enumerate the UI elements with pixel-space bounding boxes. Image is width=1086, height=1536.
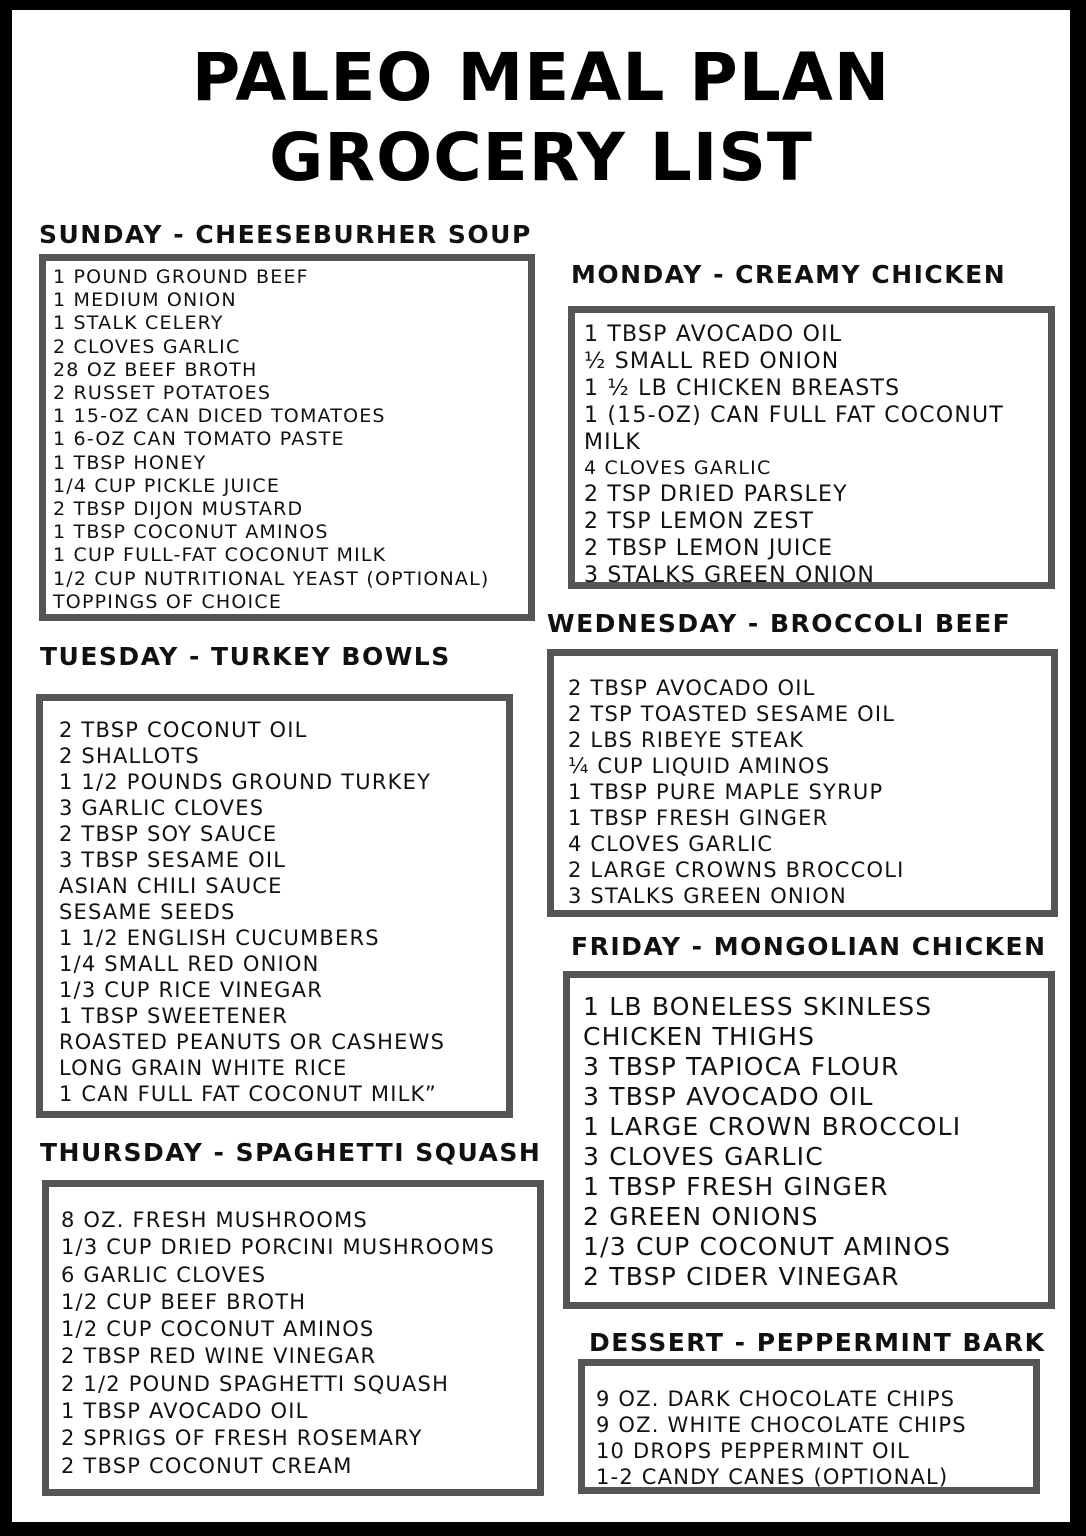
thursday-ingredient-list bbox=[61, 1207, 537, 1480]
thursday-heading: THURSDAY - SPAGHETTI SQUASH bbox=[40, 1138, 542, 1167]
ingredient-item: 1/3 CUP DRIED PORCINI MUSHROOMS bbox=[61, 1235, 495, 1260]
ingredient-item: 4 CLOVES GARLIC bbox=[568, 832, 774, 856]
ingredient-item: 1/2 CUP NUTRITIONAL YEAST (OPTIONAL) bbox=[53, 567, 490, 590]
ingredient-item: 1 TBSP AVOCADO OIL bbox=[584, 322, 843, 347]
ingredient-item: 1/2 CUP COCONUT AMINOS bbox=[61, 1317, 375, 1342]
ingredient-item: 2 SHALLOTS bbox=[59, 744, 200, 768]
ingredient-item: 6 GARLIC CLOVES bbox=[61, 1262, 267, 1287]
ingredient-item: 1 LARGE CROWN BROCCOLI bbox=[583, 1112, 962, 1141]
ingredient-item: 3 GARLIC CLOVES bbox=[59, 796, 265, 820]
ingredient-item: SESAME SEEDS bbox=[59, 900, 236, 924]
ingredient-item: 1/4 CUP PICKLE JUICE bbox=[53, 474, 281, 497]
ingredient-item: 1 TBSP HONEY bbox=[53, 451, 207, 474]
ingredient-item: 1 TBSP COCONUT AMINOS bbox=[53, 521, 329, 544]
sunday-ingredient-box bbox=[39, 254, 535, 621]
ingredient-item: 9 OZ. DARK CHOCOLATE CHIPS bbox=[596, 1387, 956, 1411]
ingredient-item: 1 POUND GROUND BEEF bbox=[53, 266, 309, 288]
ingredient-item: 2 TBSP COCONUT OIL bbox=[59, 718, 308, 742]
ingredient-item: 2 RUSSET POTATOES bbox=[53, 382, 272, 405]
ingredient-item: 1 TBSP FRESH GINGER bbox=[568, 806, 829, 830]
ingredient-item: 1 LB BONELESS SKINLESS CHICKEN THIGHS bbox=[583, 992, 933, 1051]
ingredient-item: 2 TBSP DIJON MUSTARD bbox=[53, 498, 304, 521]
sunday-ingredient-list bbox=[53, 266, 528, 614]
ingredient-item: 1 TBSP PURE MAPLE SYRUP bbox=[568, 780, 884, 804]
ingredient-item: 2 TBSP RED WINE VINEGAR bbox=[61, 1344, 377, 1369]
ingredient-item: 1/3 CUP RICE VINEGAR bbox=[59, 978, 324, 1002]
ingredient-item: 1-2 CANDY CANES (OPTIONAL) bbox=[596, 1465, 949, 1489]
dessert-ingredient-list bbox=[596, 1386, 1033, 1490]
ingredient-item: 2 TSP LEMON ZEST bbox=[584, 509, 815, 534]
ingredient-item: 1 TBSP AVOCADO OIL bbox=[61, 1399, 309, 1424]
friday-ingredient-list bbox=[583, 992, 1048, 1292]
tuesday-heading: TUESDAY - TURKEY BOWLS bbox=[40, 642, 451, 671]
ingredient-item: 2 TBSP AVOCADO OIL bbox=[568, 676, 816, 700]
title-line-2: GROCERY LIST bbox=[269, 119, 813, 196]
ingredient-item: 1 1/2 ENGLISH CUCUMBERS bbox=[59, 926, 380, 950]
friday-heading: FRIDAY - MONGOLIAN CHICKEN bbox=[571, 932, 1047, 961]
ingredient-item: 2 TBSP CIDER VINEGAR bbox=[583, 1262, 900, 1291]
sunday-heading: SUNDAY - CHEESEBURHER SOUP bbox=[39, 220, 532, 249]
ingredient-item: 2 LBS RIBEYE STEAK bbox=[568, 728, 805, 752]
ingredient-item: TOPPINGS OF CHOICE bbox=[53, 590, 283, 613]
ingredient-item: 1 TBSP FRESH GINGER bbox=[583, 1172, 889, 1201]
ingredient-item: 1/4 SMALL RED ONION bbox=[59, 952, 320, 976]
ingredient-item: 1 TBSP SWEETENER bbox=[59, 1004, 289, 1028]
ingredient-item: 8 OZ. FRESH MUSHROOMS bbox=[61, 1208, 368, 1232]
ingredient-item: 1 1/2 POUNDS GROUND TURKEY bbox=[59, 770, 432, 794]
wednesday-ingredient-list bbox=[568, 675, 1051, 909]
ingredient-item: ½ SMALL RED ONION bbox=[584, 349, 840, 374]
dessert-heading: DESSERT - PEPPERMINT BARK bbox=[589, 1328, 1046, 1357]
ingredient-item: 1 (15-OZ) CAN FULL FAT COCONUT MILK bbox=[584, 403, 1004, 455]
ingredient-item: 1 ½ LB CHICKEN BREASTS bbox=[584, 376, 901, 401]
ingredient-item: 1 CUP FULL-FAT COCONUT MILK bbox=[53, 544, 387, 567]
ingredient-item: 1 15-OZ CAN DICED TOMATOES bbox=[53, 405, 386, 428]
tuesday-ingredient-box bbox=[36, 694, 513, 1118]
ingredient-item: 2 TBSP LEMON JUICE bbox=[584, 536, 834, 561]
ingredient-item: 2 1/2 POUND SPAGHETTI SQUASH bbox=[61, 1371, 450, 1396]
ingredient-item: ROASTED PEANUTS OR CASHEWS bbox=[59, 1030, 446, 1054]
ingredient-item: 4 CLOVES GARLIC bbox=[584, 457, 772, 479]
ingredient-item: LONG GRAIN WHITE RICE bbox=[59, 1056, 348, 1080]
ingredient-item: 28 OZ BEEF BROTH bbox=[53, 358, 258, 381]
ingredient-item: ¼ CUP LIQUID AMINOS bbox=[568, 754, 831, 778]
ingredient-item: 3 CLOVES GARLIC bbox=[583, 1142, 824, 1171]
ingredient-item: 3 STALKS GREEN ONION bbox=[568, 884, 847, 908]
ingredient-item: 2 SPRIGS OF FRESH ROSEMARY bbox=[61, 1426, 423, 1451]
ingredient-item: 3 STALKS GREEN ONION bbox=[584, 563, 875, 588]
tuesday-ingredient-list bbox=[59, 717, 506, 1107]
wednesday-heading: WEDNESDAY - BROCCOLI BEEF bbox=[547, 609, 1012, 638]
monday-ingredient-list bbox=[584, 321, 1042, 589]
friday-ingredient-box bbox=[563, 971, 1055, 1309]
ingredient-item: 1 6-OZ CAN TOMATO PASTE bbox=[53, 428, 345, 451]
ingredient-item: 3 TBSP TAPIOCA FLOUR bbox=[583, 1052, 900, 1081]
monday-heading: MONDAY - CREAMY CHICKEN bbox=[571, 260, 1007, 289]
ingredient-item: 2 TBSP COCONUT CREAM bbox=[61, 1453, 353, 1478]
ingredient-item: 2 TSP TOASTED SESAME OIL bbox=[568, 702, 896, 726]
ingredient-item: 2 TSP DRIED PARSLEY bbox=[584, 482, 848, 507]
ingredient-item: 1 CAN FULL FAT COCONUT MILK” bbox=[59, 1082, 437, 1106]
ingredient-item: 2 TBSP SOY SAUCE bbox=[59, 822, 278, 846]
ingredient-item: 1/3 CUP COCONUT AMINOS bbox=[583, 1232, 952, 1261]
ingredient-item: 1/2 CUP BEEF BROTH bbox=[61, 1289, 307, 1314]
ingredient-item: 9 OZ. WHITE CHOCOLATE CHIPS bbox=[596, 1413, 967, 1437]
ingredient-item: 1 MEDIUM ONION bbox=[53, 289, 237, 312]
monday-ingredient-box bbox=[568, 306, 1055, 589]
ingredient-item: 2 LARGE CROWNS BROCCOLI bbox=[568, 858, 905, 882]
dessert-ingredient-box bbox=[578, 1359, 1040, 1494]
title-line-1: PALEO MEAL PLAN bbox=[191, 39, 891, 116]
ingredient-item: 2 GREEN ONIONS bbox=[583, 1202, 819, 1231]
ingredient-item: 3 TBSP SESAME OIL bbox=[59, 848, 287, 872]
grocery-list-page bbox=[12, 10, 1070, 1522]
wednesday-ingredient-box bbox=[547, 649, 1058, 917]
thursday-ingredient-box bbox=[42, 1180, 544, 1496]
ingredient-item: 3 TBSP AVOCADO OIL bbox=[583, 1082, 874, 1111]
ingredient-item: 1 STALK CELERY bbox=[53, 312, 224, 335]
page-title bbox=[12, 38, 1070, 198]
ingredient-item: 10 DROPS PEPPERMINT OIL bbox=[596, 1439, 911, 1463]
ingredient-item: ASIAN CHILI SAUCE bbox=[59, 874, 283, 898]
ingredient-item: 2 CLOVES GARLIC bbox=[53, 335, 241, 358]
